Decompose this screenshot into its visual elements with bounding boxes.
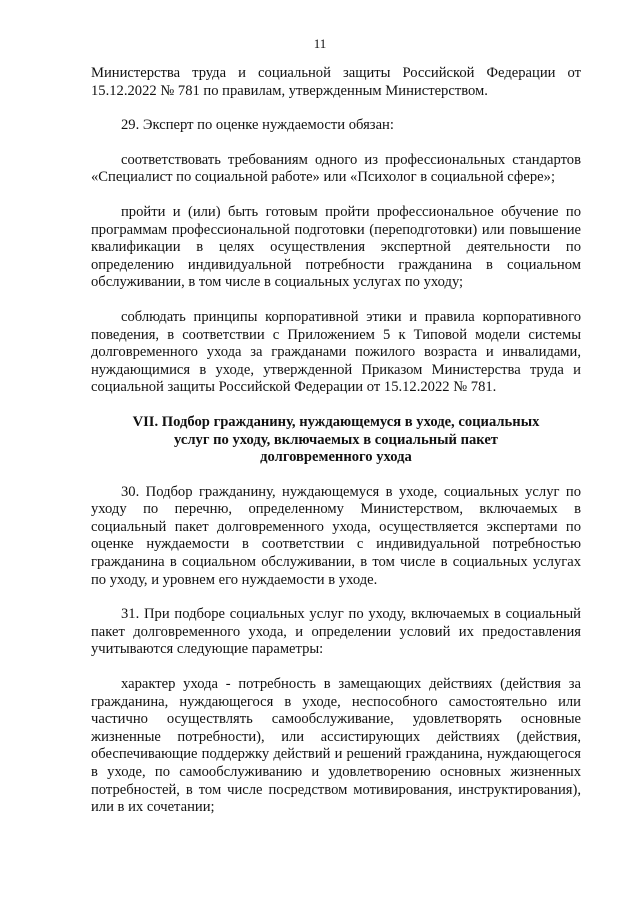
section-heading-vii xyxy=(91,414,581,467)
document-body xyxy=(91,65,581,834)
paragraph-care-type: характер ухода - потребность в замещающих действиях (действия за гражданина, нуждающегося в уходе, неспособного самостоятельно или частично осуществлять самообслуживание, удовлетворять основные жизненные потребности), или ассистирующих действиях (действия, обеспечивающие поддержку действий и решений гражданина, нуждающегося в уходе, по самообслуживанию и удовлетворению основных жизненных потребностей, в том числе посредством мотивирования, инструктирования), или в их сочетании; xyxy=(91,676,581,816)
paragraph-ethics: соблюдать принципы корпоративной этики и правила корпоративного поведения, в соответствии с Приложением 5 к Типовой модели системы долговременного ухода за гражданами пожилого возраста и инвалидами, нуждающимися в уходе, утвержденной Приказом Министерства труда и социальной защиты Российской Федерации от 15.12.2022 № 781. xyxy=(91,308,581,396)
section-heading-line: услуг по уходу, включаемых в социальный пакет xyxy=(174,431,498,448)
paragraph-training: пройти и (или) быть готовым пройти профессиональное обучение по программам профессиональной подготовки (переподготовки) или повышение квалификации в целях осуществления экспертной деятельности по определению индивидуальной потребности гражданина в социальном обслуживании, в том числе в социальных услугах по уходу; xyxy=(91,203,581,291)
section-heading-line: VII. Подбор гражданину, нуждающемуся в уходе, социальных xyxy=(132,413,540,430)
paragraph-29: 29. Эксперт по оценке нуждаемости обязан: xyxy=(121,117,394,134)
section-heading-line: долговременного ухода xyxy=(260,449,412,466)
paragraph-30: 30. Подбор гражданину, нуждающемуся в уходе, социальных услуг по уходу по перечню, определенному Министерством, включаемых в социальный пакет долговременного ухода, осуществляется экспертами по оценке нуждаемости в соответствии с индивидуальной потребностью гражданина в социальном обслуживании, в том числе в социальных услугах по уходу, и уровнем его нуждаемости в уходе. xyxy=(91,483,581,588)
paragraph-continuation: Министерства труда и социальной защиты Российской Федерации от 15.12.2022 № 781 по правилам, утвержденным Министерством. xyxy=(91,65,581,99)
paragraph-31: 31. При подборе социальных услуг по уходу, включаемых в социальный пакет долговременного ухода, и определении условий их предоставления учитываются следующие параметры: xyxy=(91,606,581,658)
page-number: 11 xyxy=(313,36,327,51)
paragraph-standards: соответствовать требованиям одного из профессиональных стандартов «Специалист по социальной работе» или «Психолог в социальной сфере»; xyxy=(91,151,581,186)
